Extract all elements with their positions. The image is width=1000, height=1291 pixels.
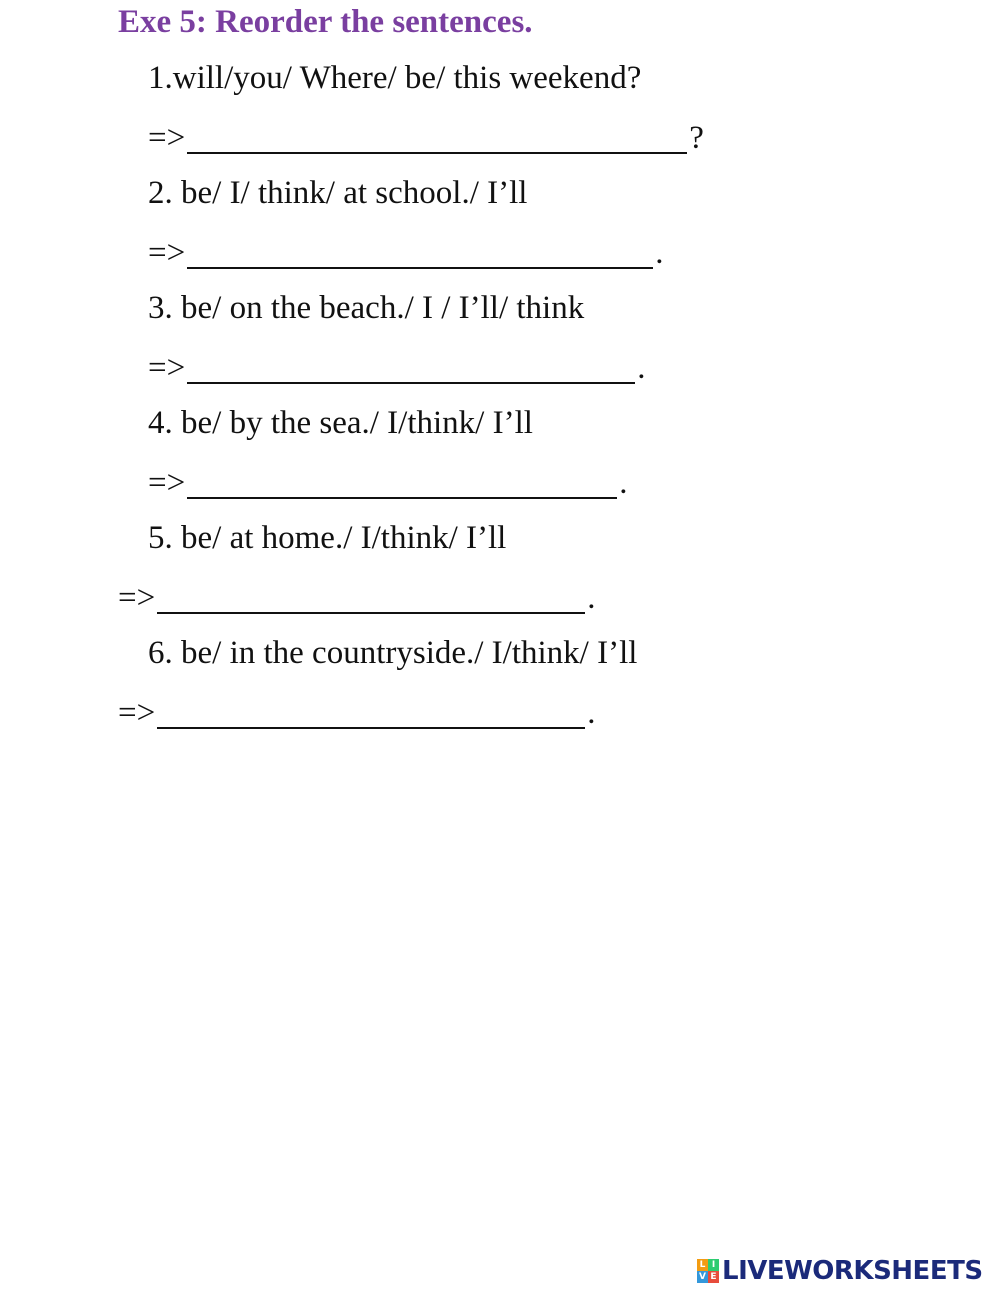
answer-end-mark: .	[619, 465, 628, 501]
answer-arrow: =>	[148, 120, 186, 156]
sentence-prompt-2: 2. be/ I/ think/ at school./ I’ll	[148, 175, 528, 211]
answer-arrow: =>	[148, 235, 186, 271]
liveworksheets-logo	[697, 1255, 983, 1287]
answer-row-3	[148, 346, 645, 388]
answer-blank-4[interactable]	[187, 467, 617, 499]
answer-blank-5[interactable]	[157, 582, 585, 614]
answer-arrow: =>	[148, 350, 186, 386]
answer-row-2	[148, 231, 663, 273]
answer-row-1	[148, 116, 704, 158]
answer-row-6	[118, 691, 595, 733]
answer-end-mark: .	[637, 350, 646, 386]
sentence-prompt-6: 6. be/ in the countryside./ I/think/ I’ll	[148, 635, 638, 671]
answer-blank-2[interactable]	[187, 237, 653, 269]
answer-end-mark: .	[655, 235, 664, 271]
answer-blank-6[interactable]	[157, 697, 585, 729]
answer-end-mark: ?	[689, 120, 704, 156]
liveworksheets-logo-icon: L I V E	[697, 1259, 719, 1283]
answer-row-5	[118, 576, 595, 618]
answer-arrow: =>	[118, 695, 156, 731]
sentence-prompt-1: 1.will/you/ Where/ be/ this weekend?	[148, 60, 642, 96]
answer-end-mark: .	[587, 580, 596, 616]
liveworksheets-logo-text: LIVEWORKSHEETS	[722, 1256, 983, 1286]
answer-end-mark: .	[587, 695, 596, 731]
answer-arrow: =>	[118, 580, 156, 616]
answer-row-4	[148, 461, 627, 503]
sentence-prompt-4: 4. be/ by the sea./ I/think/ I’ll	[148, 405, 533, 441]
answer-blank-1[interactable]	[187, 122, 687, 154]
answer-arrow: =>	[148, 465, 186, 501]
exercise-title: Exe 5: Reorder the sentences.	[118, 4, 533, 40]
sentence-prompt-3: 3. be/ on the beach./ I / I’ll/ think	[148, 290, 585, 326]
sentence-prompt-5: 5. be/ at home./ I/think/ I’ll	[148, 520, 507, 556]
answer-blank-3[interactable]	[187, 352, 635, 384]
